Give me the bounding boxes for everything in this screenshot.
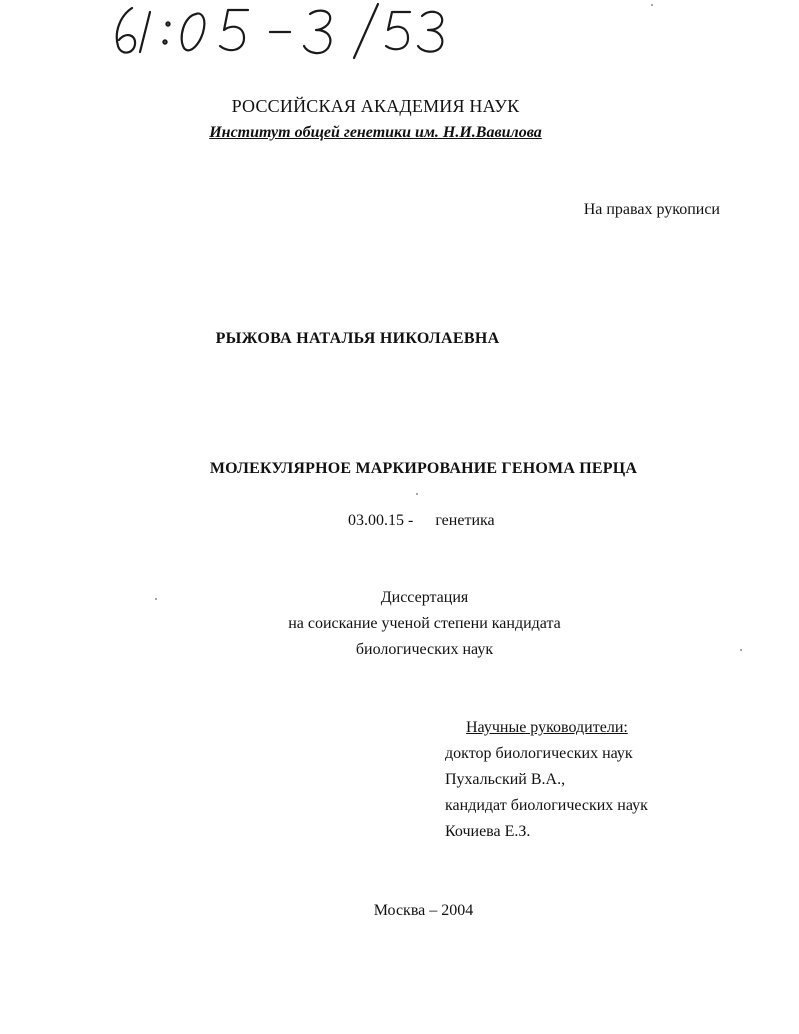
rights-note: На правах рукописи — [583, 201, 720, 218]
supervisor-line: кандидат биологических наук — [445, 797, 648, 814]
degree-line: на соискание ученой степени кандидата — [288, 615, 561, 632]
specialty-name: генетика — [435, 512, 495, 529]
supervisors-heading: Научные руководители: — [466, 719, 628, 736]
city-year: Москва – 2004 — [373, 902, 474, 919]
academy-name: РОССИЙСКАЯ АКАДЕМИЯ НАУК — [231, 96, 520, 116]
field-line: биологических наук — [355, 641, 494, 658]
author-name: РЫЖОВА НАТАЛЬЯ НИКОЛАЕВНА — [215, 330, 500, 347]
supervisor-line: Кочиева Е.З. — [445, 823, 531, 840]
scan-speck — [651, 4, 653, 6]
handwritten-catalog-number — [110, 2, 450, 60]
institute-name: Институт общей генетики им. Н.И.Вавилова — [209, 124, 542, 141]
specialty — [348, 512, 495, 530]
scan-speck — [155, 598, 157, 600]
supervisor-line: доктор биологических наук — [445, 745, 633, 762]
dissertation-title: МОЛЕКУЛЯРНОЕ МАРКИРОВАНИЕ ГЕНОМА ПЕРЦА — [209, 460, 638, 477]
dissertation-label: Диссертация — [380, 589, 469, 606]
specialty-code: 03.00.15 - — [348, 512, 414, 529]
supervisor-line: Пухальский В.А., — [445, 771, 566, 788]
scan-speck — [740, 649, 742, 651]
scan-speck — [416, 493, 418, 495]
